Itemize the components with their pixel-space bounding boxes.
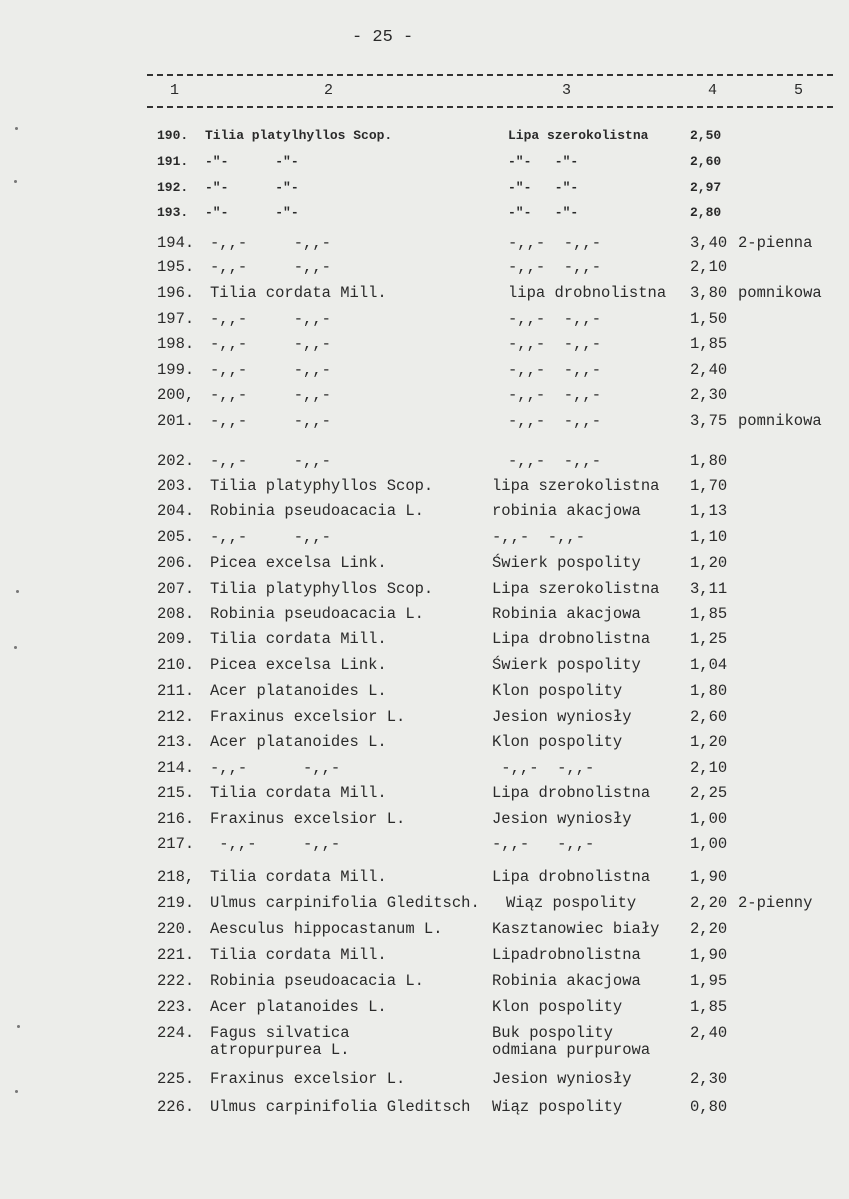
header-rule-top [147,74,833,76]
latin-name: -,,- -,,- [210,361,331,379]
polish-name: Wiąz pospolity [492,1098,623,1116]
measurement: 1,85 [690,605,728,623]
row-number: 218, [157,868,195,886]
latin-name: Tilia platyphyllos Scop. [210,580,434,598]
polish-name: -,,- -,,- [492,528,586,546]
measurement: 2,20 [690,920,728,938]
measurement: 1,00 [690,810,728,828]
measurement: 1,20 [690,554,728,572]
polish-name: -,,- -,,- [508,412,602,430]
polish-name: Klon pospolity [492,998,623,1016]
measurement: 1,80 [690,452,728,470]
latin-name: Acer platanoides L. [210,733,387,751]
measurement: 1,04 [690,656,728,674]
latin-name: Aesculus hippocastanum L. [210,920,443,938]
measurement: 1,85 [690,335,728,353]
column-header-4: 4 [708,82,718,99]
row-number: 212. [157,708,195,726]
note: 2-pienna [738,234,813,252]
page-number: - 25 - [352,28,414,47]
polish-name: Jesion wyniosły [492,708,632,726]
latin-name: Tilia cordata Mill. [210,946,387,964]
polish-name: -"- -"- [508,205,579,220]
note: pomnikowa [738,412,822,430]
punch-mark [14,646,17,649]
latin-name: -,,- -,,- [210,452,331,470]
row-number: 215. [157,784,195,802]
polish-name: -,,- -,,- [508,258,602,276]
row-number: 192. [157,180,189,195]
latin-name: Robinia pseudoacacia L. [210,502,424,520]
row-number: 219. [157,894,195,912]
polish-name: -,,- -,,- [492,759,595,777]
polish-name: Świerk pospolity [492,656,641,674]
measurement: 2,50 [690,128,722,143]
polish-name: -,,- -,,- [508,234,602,252]
polish-name: -,,- -,,- [508,386,602,404]
row-number: 190. [157,128,189,143]
latin-name: -,,- -,,- [210,759,341,777]
latin-name: -"- -"- [205,205,299,220]
column-header-3: 3 [562,82,572,99]
measurement: 2,60 [690,708,728,726]
polish-name: Klon pospolity [492,733,623,751]
polish-name: Wiąz pospolity [506,894,637,912]
row-number: 214. [157,759,195,777]
row-number: 217. [157,835,195,853]
row-number: 200, [157,386,195,404]
row-number: 196. [157,284,195,302]
latin-name: Fraxinus excelsior L. [210,810,406,828]
measurement: 1,95 [690,972,728,990]
note: pomnikowa [738,284,822,302]
latin-name: Ulmus carpinifolia Gleditsch [210,1098,471,1116]
row-number: 210. [157,656,195,674]
measurement: 2,10 [690,759,728,777]
row-number: 213. [157,733,195,751]
latin-name: -,,- -,,- [210,258,331,276]
row-number: 198. [157,335,195,353]
polish-name: lipa drobnolistna [508,284,667,302]
polish-name: Robinia akacjowa [492,605,641,623]
latin-name: -,,- -,,- [210,528,331,546]
polish-name: -,,- -,,- [508,310,602,328]
punch-mark [14,180,17,183]
row-number: 201. [157,412,195,430]
polish-name: Lipadrobnolistna [492,946,641,964]
latin-name: -"- -"- [205,154,299,169]
note: 2-pienny [738,894,813,912]
row-number: 211. [157,682,195,700]
punch-mark [17,1025,20,1028]
row-number: 203. [157,477,195,495]
measurement: 2,40 [690,1024,728,1042]
latin-name: Robinia pseudoacacia L. [210,605,424,623]
measurement: 3,80 [690,284,728,302]
polish-name: -"- -"- [508,154,579,169]
latin-name: -,,- -,,- [210,335,331,353]
polish-name: Lipa szerokolistna [508,128,649,143]
measurement: 1,80 [690,682,728,700]
header-rule-bottom [147,106,833,108]
measurement: 1,50 [690,310,728,328]
row-number: 197. [157,310,195,328]
row-number: 224. [157,1024,195,1042]
row-number: 205. [157,528,195,546]
latin-name: -,,- -,,- [210,234,331,252]
latin-name: -,,- -,,- [210,412,331,430]
latin-name: Tilia platylhyllos Scop. [205,128,393,143]
row-number: 209. [157,630,195,648]
measurement: 1,20 [690,733,728,751]
row-number: 223. [157,998,195,1016]
row-number: 193. [157,205,189,220]
polish-name: -,,- -,,- [508,335,602,353]
punch-mark [15,1090,18,1093]
measurement: 1,00 [690,835,728,853]
latin-name: Fraxinus excelsior L. [210,1070,406,1088]
measurement: 2,80 [690,205,722,220]
row-number: 199. [157,361,195,379]
latin-name: Picea excelsa Link. [210,656,387,674]
latin-name: Fraxinus excelsior L. [210,708,406,726]
polish-name: Świerk pospolity [492,554,641,572]
row-number: 202. [157,452,195,470]
polish-name: -"- -"- [508,180,579,195]
row-number: 220. [157,920,195,938]
punch-mark [16,590,19,593]
column-header-5: 5 [794,82,804,99]
row-number: 191. [157,154,189,169]
measurement: 1,13 [690,502,728,520]
polish-name: Robinia akacjowa [492,972,641,990]
latin-name: Robinia pseudoacacia L. [210,972,424,990]
row-number: 207. [157,580,195,598]
punch-mark [15,127,18,130]
latin-name: Tilia cordata Mill. [210,284,387,302]
column-header-1: 1 [170,82,180,99]
measurement: 2,30 [690,1070,728,1088]
latin-name: Ulmus carpinifolia Gleditsch. [210,894,480,912]
column-header-2: 2 [324,82,334,99]
latin-name: -"- -"- [205,180,299,195]
latin-name: Tilia cordata Mill. [210,630,387,648]
measurement: 2,25 [690,784,728,802]
measurement: 2,60 [690,154,722,169]
row-number: 225. [157,1070,195,1088]
row-number: 195. [157,258,195,276]
polish-name: Lipa szerokolistna [492,580,660,598]
row-number: 194. [157,234,195,252]
measurement: 1,25 [690,630,728,648]
polish-name: -,,- -,,- [508,361,602,379]
measurement: 3,40 [690,234,728,252]
measurement: 1,85 [690,998,728,1016]
polish-name: Klon pospolity [492,682,623,700]
measurement: 2,97 [690,180,722,195]
latin-name: Fagus silvatica atropurpurea L. [210,1024,350,1059]
latin-name: Tilia cordata Mill. [210,784,387,802]
polish-name: Lipa drobnolistna [492,630,651,648]
polish-name: -,,- -,,- [492,835,595,853]
measurement: 2,30 [690,386,728,404]
measurement: 1,90 [690,946,728,964]
polish-name: Lipa drobnolistna [492,784,651,802]
latin-name: Tilia cordata Mill. [210,868,387,886]
latin-name: Acer platanoides L. [210,998,387,1016]
row-number: 206. [157,554,195,572]
latin-name: Acer platanoides L. [210,682,387,700]
latin-name: -,,- -,,- [210,835,341,853]
polish-name: Jesion wyniosły [492,1070,632,1088]
measurement: 0,80 [690,1098,728,1116]
row-number: 222. [157,972,195,990]
polish-name: Buk pospolity odmiana purpurowa [492,1024,651,1059]
polish-name: Lipa drobnolistna [492,868,651,886]
row-number: 226. [157,1098,195,1116]
polish-name: -,,- -,,- [508,452,602,470]
latin-name: -,,- -,,- [210,310,331,328]
measurement: 1,90 [690,868,728,886]
measurement: 1,10 [690,528,728,546]
measurement: 3,75 [690,412,728,430]
row-number: 216. [157,810,195,828]
polish-name: lipa szerokolistna [492,477,660,495]
polish-name: Kasztanowiec biały [492,920,660,938]
row-number: 204. [157,502,195,520]
measurement: 2,20 [690,894,728,912]
polish-name: Jesion wyniosły [492,810,632,828]
row-number: 221. [157,946,195,964]
latin-name: Picea excelsa Link. [210,554,387,572]
latin-name: -,,- -,,- [210,386,331,404]
measurement: 1,70 [690,477,728,495]
measurement: 3,11 [690,580,728,598]
latin-name: Tilia platyphyllos Scop. [210,477,434,495]
row-number: 208. [157,605,195,623]
measurement: 2,40 [690,361,728,379]
polish-name: robinia akacjowa [492,502,641,520]
measurement: 2,10 [690,258,728,276]
